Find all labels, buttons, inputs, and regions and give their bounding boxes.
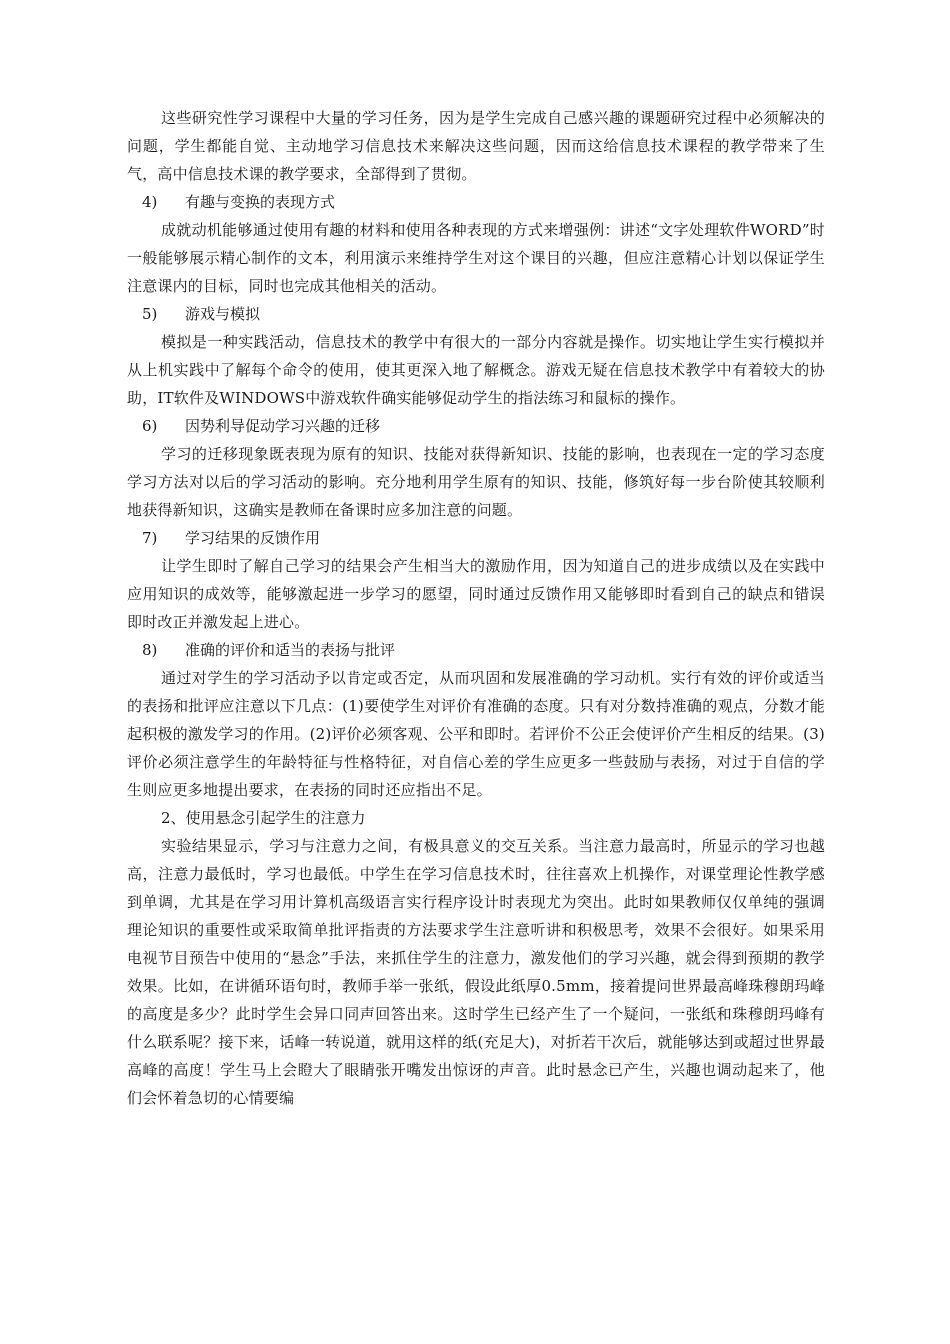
section-title: 准确的评价和适当的表扬与批评	[185, 641, 396, 659]
paragraph-section-8: 通过对学生的学习活动予以肯定或否定，从而巩固和发展准确的学习动机。实行有效的评价或适当的表扬和批评应注意以下几点：(1)要使学生对评价有准确的态度。只有对分数持准确的观点，分数才能起积极的激发学习的作用。(2)评价必须客观、公平和即时。若评价不公正会使评价产生相反的结果。(3)评价必须注意学生的年龄特征与性格特征，对自信心差的学生应更多一些鼓励与表扬，对过于自信的学生则应更多地提出要求，在表扬的同时还应指出不足。	[127, 669, 825, 799]
section-title: 学习结果的反馈作用	[185, 529, 321, 547]
paragraph-section-6: 学习的迁移现象既表现为原有的知识、技能对获得新知识、技能的影响，也表现在一定的学习态度学习方法对以后的学习活动的影响。充分地利用学生原有的知识、技能，修筑好每一步台阶使其较顺利地获得新知识，这确实是教师在备课时应多加注意的问题。	[127, 445, 825, 519]
paragraph-section-7: 让学生即时了解自己学习的结果会产生相当大的激励作用，因为知道自己的进步成绩以及在实践中应用知识的成效等，能够激起进一步学习的愿望，同时通过反馈作用又能够即时看到自己的缺点和错误即时改正并激发起上进心。	[127, 557, 825, 631]
section-heading-4	[127, 188, 825, 216]
paragraph-section-4: 成就动机能够通过使用有趣的材料和使用各种表现的方式来增强例：讲述“文字处理软件WORD”时一般能够展示精心制作的文本，利用演示来维持学生对这个课目的兴趣，但应注意精心计划以保证学生注意课内的目标，同时也完成其他相关的活动。	[127, 221, 825, 295]
section-number: 6)	[142, 417, 158, 435]
section-heading-8	[127, 636, 825, 664]
section-number: 7)	[142, 529, 158, 547]
section-number: 4)	[142, 193, 158, 211]
section-title: 有趣与变换的表现方式	[185, 193, 336, 211]
paragraph-section-5: 模拟是一种实践活动，信息技术的教学中有很大的一部分内容就是操作。切实地让学生实行模拟并从上机实践中了解每个命令的使用，使其更深入地了解概念。游戏无疑在信息技术教学中有着较大的协助，IT软件及WINDOWS中游戏软件确实能够促动学生的指法练习和鼠标的操作。	[127, 333, 825, 407]
paragraph-intro: 这些研究性学习课程中大量的学习任务，因为是学生完成自己感兴趣的课题研究过程中必须解决的问题，学生都能自觉、主动地学习信息技术来解决这些问题，因而这给信息技术课程的教学带来了生气，高中信息技术课的教学要求，全部得到了贯彻。	[127, 109, 825, 183]
subsection-heading-2	[127, 804, 825, 832]
section-title: 游戏与模拟	[185, 305, 261, 323]
section-heading-7	[127, 524, 825, 552]
section-number: 5)	[142, 305, 158, 323]
section-title: 因势利导促动学习兴趣的迁移	[185, 417, 381, 435]
paragraph-subsection-2: 实验结果显示，学习与注意力之间，有极具意义的交互关系。当注意力最高时，所显示的学习也越高，注意力最低时，学习也最低。中学生在学习信息技术时，往往喜欢上机操作，对课堂理论性教学感到单调，尤其是在学习用计算机高级语言实行程序设计时表现尤为突出。此时如果教师仅仅单纯的强调理论知识的重要性或采取简单批评指责的方法要求学生注意听讲和积极思考，效果不会很好。如果采用电视节目预告中使用的“悬念”手法，来抓住学生的注意力，激发他们的学习兴趣，就会得到预期的教学效果。比如，在讲循环语句时，教师手举一张纸，假设此纸厚0.5mm，接着提问世界最高峰珠穆朗玛峰的高度是多少？此时学生会异口同声回答出来。这时学生已经产生了一个疑问，一张纸和珠穆朗玛峰有什么联系呢？接下来，话峰一转说道，就用这样的纸(充足大)，对折若干次后，就能够达到或超过世界最高峰的高度！学生马上会瞪大了眼睛张开嘴发出惊讶的声音。此时悬念已产生，兴趣也调动起来了，他们会怀着急切的心情要编	[127, 837, 825, 1107]
section-heading-5	[127, 300, 825, 328]
section-number: 8)	[142, 641, 158, 659]
section-heading-6	[127, 412, 825, 440]
document-body	[127, 104, 825, 1112]
subsection-title: 2、使用悬念引起学生的注意力	[161, 809, 366, 827]
